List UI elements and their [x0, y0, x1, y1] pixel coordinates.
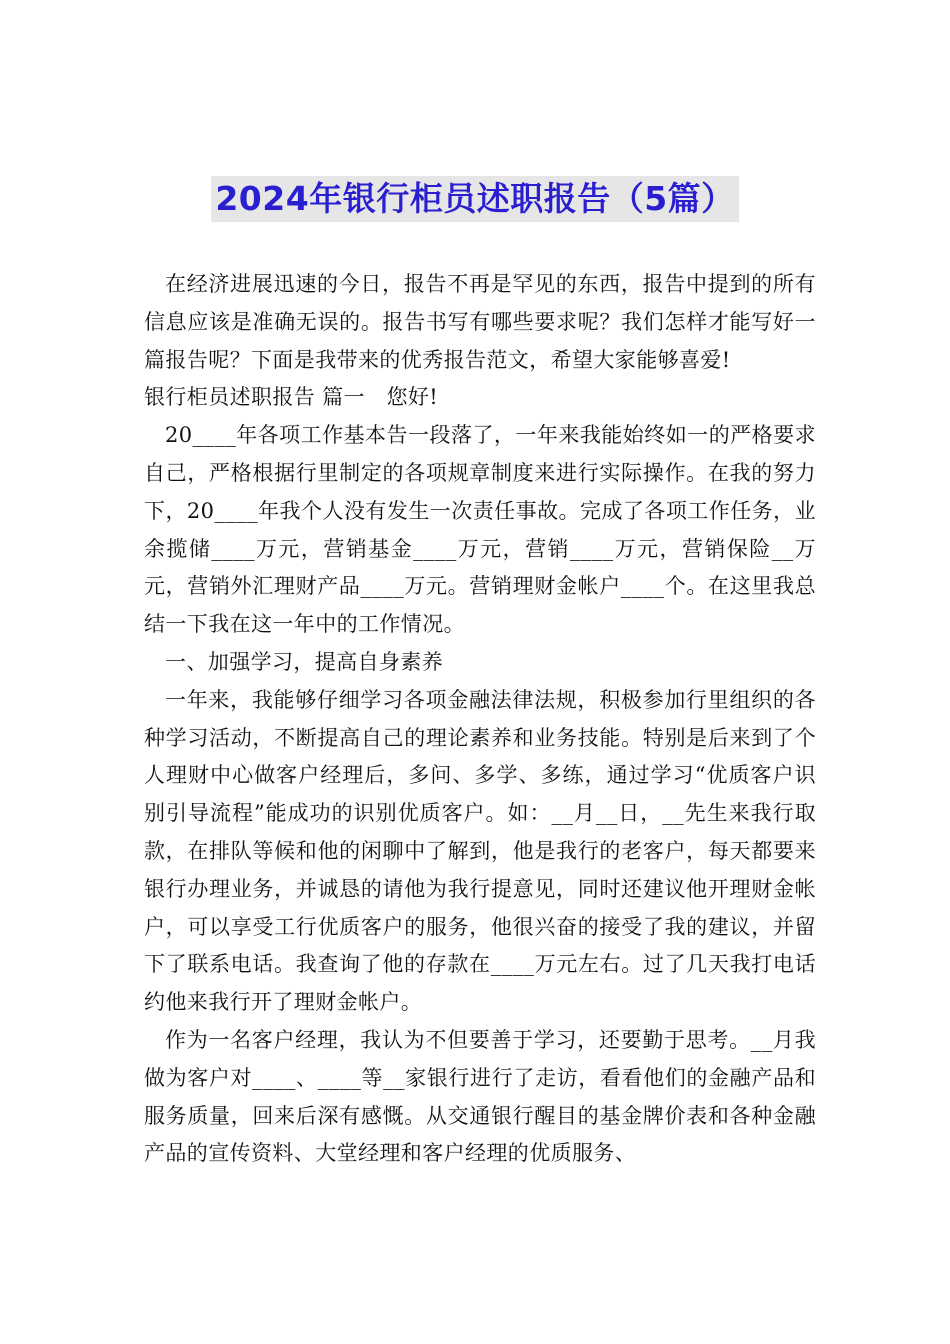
document-body [144, 266, 816, 1173]
document-title: 2024年银行柜员述职报告（5篇） [211, 176, 738, 222]
intro-paragraph: 在经济进展迅速的今日，报告不再是罕见的东西，报告中提到的所有信息应该是准确无误的。报告书写有哪些要求呢？我们怎样才能写好一篇报告呢？下面是我带来的优秀报告范文，希望大家能够喜爱! [144, 272, 816, 372]
section-heading-line: 银行柜员述职报告 篇一 您好! [144, 385, 439, 410]
body-paragraph: 一年来，我能够仔细学习各项金融法律法规，积极参加行里组织的各种学习活动，不断提高自己的理论素养和业务技能。特别是后来到了个人理财中心做客户经理后，多问、多学、多练，通过学习“优质客户识别引导流程”能成功的识别优质客户。如：__月__日，__先生来我行取款，在排队等候和他的闲聊中了解到，他是我行的老客户，每天都要来银行办理业务，并诚恳的请他为我行提意见，同时还建议他开理财金帐户，可以享受工行优质客户的服务，他很兴奋的接受了我的建议，并留下了联系电话。我查询了他的存款在____万元左右。过了几天我打电话约他来我行开了理财金帐户。 [144, 687, 816, 1015]
body-paragraph: 20____年各项工作基本告一段落了，一年来我能始终如一的严格要求自己，严格根据行里制定的各项规章制度来进行实际操作。在我的努力下，20____年我个人没有发生一次责任事故。完成了各项工作任务，业余揽储____万元，营销基金____万元，营销____万元，营销保险__万元，营销外汇理财产品____万元。营销理财金帐户____个。在这里我总结一下我在这一年中的工作情况。 [144, 423, 816, 637]
body-paragraph: 作为一名客户经理，我认为不但要善于学习，还要勤于思考。__月我做为客户对____、____等__家银行进行了走访，看看他们的金融产品和服务质量，回来后深有感慨。从交通银行醒目的基金牌价表和各种金融产品的宣传资料、大堂经理和客户经理的优质服务、 [144, 1027, 816, 1166]
title-container [0, 176, 950, 222]
subsection-heading: 一、加强学习，提高自身素养 [165, 649, 444, 674]
